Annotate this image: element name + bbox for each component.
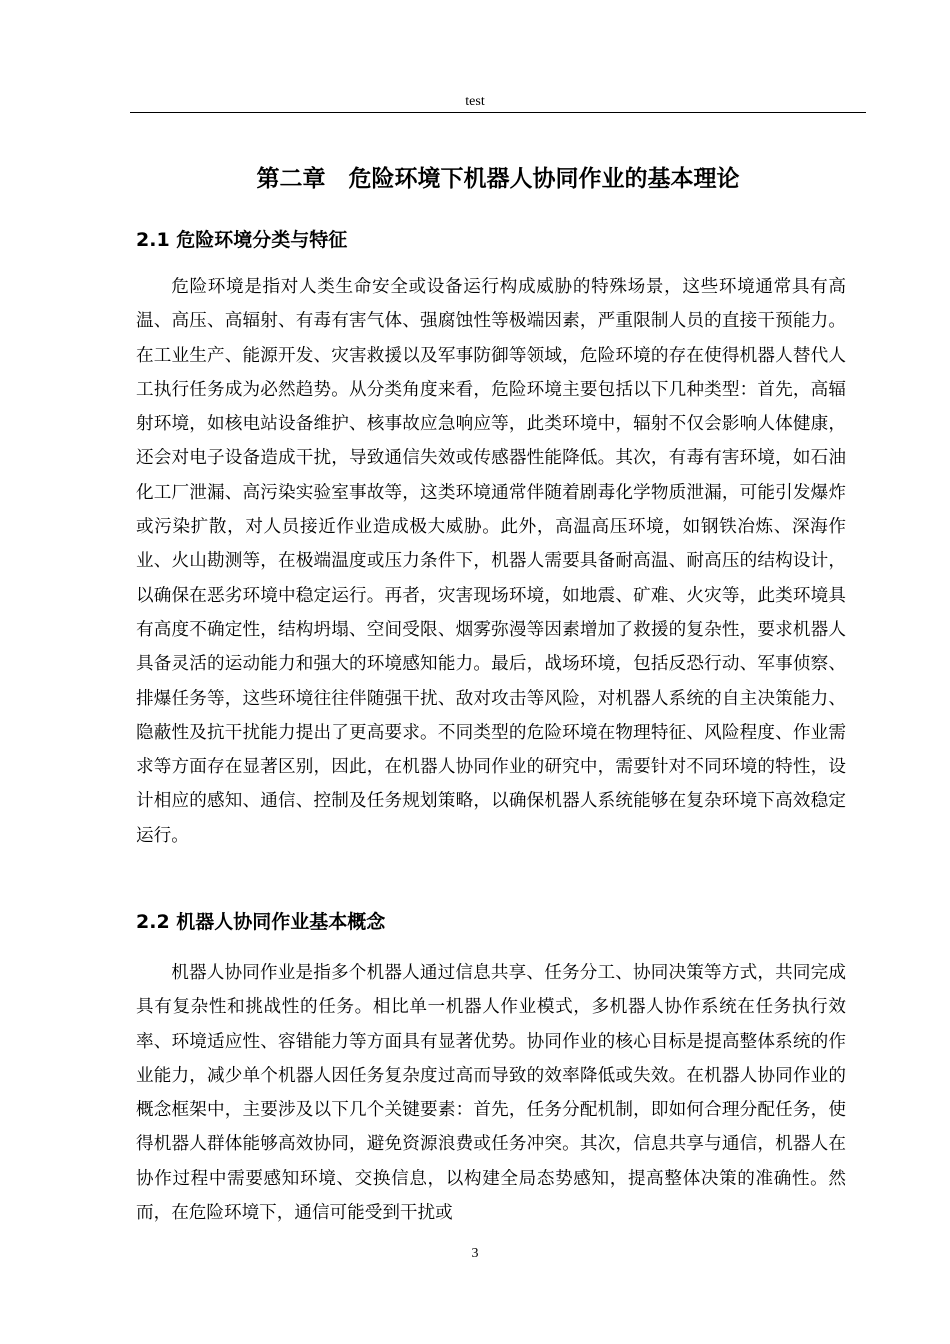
page-number: 3 xyxy=(471,1246,479,1261)
section-2-2-paragraph: 机器人协同作业是指多个机器人通过信息共享、任务分工、协同决策等方式，共同完成具有复杂性和挑战性的任务。相比单一机器人作业模式，多机器人协作系统在任务执行效率、环境适应性、容错能力等方面具有显著优势。协同作业的核心目标是提高整体系统的作业能力，减少单个机器人因任务复杂度过高而导致的效率降低或失效。在机器人协同作业的概念框架中，主要涉及以下几个关键要素：首先，任务分配机制，即如何合理分配任务，使得机器人群体能够高效协同，避免资源浪费或任务冲突。其次，信息共享与通信，机器人在协作过程中需要感知环境、交换信息，以构建全局态势感知，提高整体决策的准确性。然而，在危险环境下，通信可能受到干扰或 xyxy=(136,963,846,1224)
section-heading-2-2: 2.2 机器人协同作业基本概念 xyxy=(136,911,386,933)
header-rule xyxy=(130,112,866,113)
section-heading-2-1: 2.1 危险环境分类与特征 xyxy=(136,229,348,251)
chapter-title: 第二章 危险环境下机器人协同作业的基本理论 xyxy=(256,166,740,192)
page-header: test xyxy=(465,94,485,109)
section-2-1-paragraph: 危险环境是指对人类生命安全或设备运行构成威胁的特殊场景，这些环境通常具有高温、高压、高辐射、有毒有害气体、强腐蚀性等极端因素，严重限制人员的直接干预能力。在工业生产、能源开发、灾害救援以及军事防御等领域，危险环境的存在使得机器人替代人工执行任务成为必然趋势。从分类角度来看，危险环境主要包括以下几种类型：首先，高辐射环境，如核电站设备维护、核事故应急响应等，此类环境中，辐射不仅会影响人体健康，还会对电子设备造成干扰，导致通信失效或传感器性能降低。其次，有毒有害环境，如石油化工厂泄漏、高污染实验室事故等，这类环境通常伴随着剧毒化学物质泄漏，可能引发爆炸或污染扩散，对人员接近作业造成极大威胁。此外，高温高压环境，如钢铁冶炼、深海作业、火山勘测等，在极端温度或压力条件下，机器人需要具备耐高温、耐高压的结构设计，以确保在恶劣环境中稳定运行。再者，灾害现场环境，如地震、矿难、火灾等，此类环境具有高度不确定性，结构坍塌、空间受限、烟雾弥漫等因素增加了救援的复杂性，要求机器人具备灵活的运动能力和强大的环境感知能力。最后，战场环境，包括反恐行动、军事侦察、排爆任务等，这些环境往往伴随强干扰、敌对攻击等风险，对机器人系统的自主决策能力、隐蔽性及抗干扰能力提出了更高要求。不同类型的危险环境在物理特征、风险程度、作业需求等方面存在显著区别，因此，在机器人协同作业的研究中，需要针对不同环境的特性，设计相应的感知、通信、控制及任务规划策略，以确保机器人系统能够在复杂环境下高效稳定运行。 xyxy=(136,277,846,846)
